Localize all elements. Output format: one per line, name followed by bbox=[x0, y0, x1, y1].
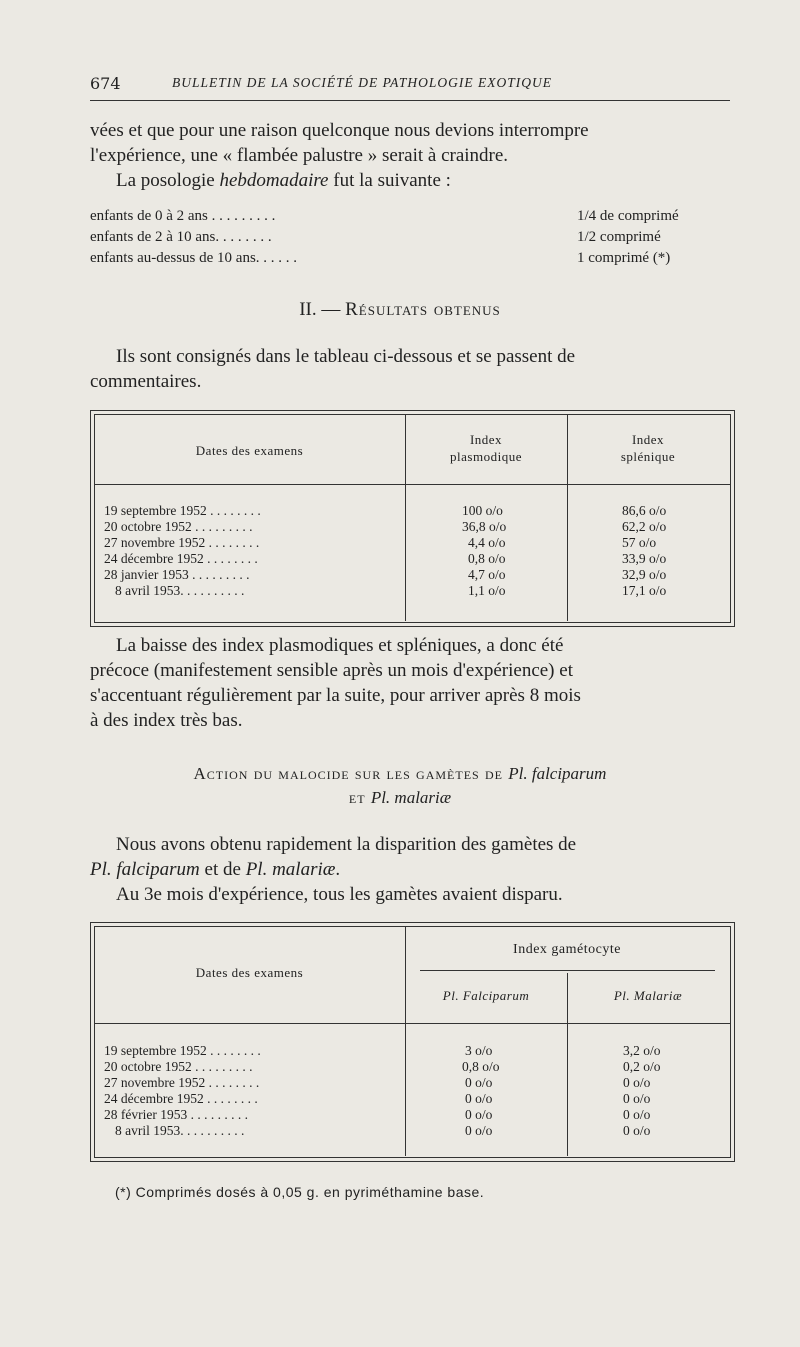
table-cell-splenic: 86,6 o/o bbox=[622, 503, 667, 518]
table-cell-splenic: 33,9 o/o bbox=[622, 551, 667, 566]
header-splenic-1: Index bbox=[631, 432, 665, 447]
intro-line: vées et que pour une raison quelconque nous devions interrompre bbox=[90, 120, 589, 141]
dosage-row bbox=[90, 250, 740, 271]
gametes-text: et de bbox=[199, 859, 246, 880]
table-cell-date: 28 février 1953 . . . . . . . . . bbox=[104, 1107, 248, 1122]
header-splenic-2: splénique bbox=[620, 449, 676, 464]
table-cell-date: 20 octobre 1952 . . . . . . . . . bbox=[104, 1059, 253, 1074]
species-name: Pl. malariæ bbox=[245, 859, 336, 880]
table-cell-falciparum: 3 o/o bbox=[465, 1043, 493, 1058]
header-dates: Dates des examens bbox=[195, 965, 304, 980]
table-cell-date: 8 avril 1953. . . . . . . . . . bbox=[115, 583, 245, 598]
header-rule bbox=[90, 100, 730, 101]
table-cell-malariae: 0 o/o bbox=[623, 1075, 651, 1090]
group-header-rule bbox=[420, 970, 715, 971]
table-cell-falciparum: 0,8 o/o bbox=[462, 1059, 500, 1074]
table-cell-date: 19 septembre 1952 . . . . . . . . bbox=[104, 1043, 261, 1058]
dosage-row bbox=[90, 208, 740, 229]
posology-italic: hebdomadaire bbox=[219, 170, 329, 191]
header-malariae: Pl. Malariæ bbox=[613, 988, 683, 1003]
action-heading-line1 bbox=[0, 764, 800, 784]
table-cell-plasmo: 4,4 o/o bbox=[468, 535, 506, 550]
table-cell-malariae: 0 o/o bbox=[623, 1107, 651, 1122]
gametes-line: Nous avons obtenu rapidement la disparition des gamètes de bbox=[116, 834, 577, 855]
action-heading-species: Pl. malariæ bbox=[370, 788, 452, 807]
table-cell-falciparum: 0 o/o bbox=[465, 1075, 493, 1090]
header-plasmo-2: plasmodique bbox=[450, 449, 522, 464]
table-cell-date: 24 décembre 1952 . . . . . . . . bbox=[104, 551, 258, 566]
dosage-list bbox=[90, 208, 740, 271]
table-cell-malariae: 3,2 o/o bbox=[623, 1043, 661, 1058]
discussion-line: s'accentuant régulièrement par la suite, pour arriver après 8 mois bbox=[90, 685, 581, 706]
table-cell-date: 20 octobre 1952 . . . . . . . . . bbox=[104, 519, 253, 534]
dosage-row bbox=[90, 229, 740, 250]
results-intro-line: commentaires. bbox=[90, 371, 202, 392]
posology-prefix: La posologie bbox=[116, 170, 220, 191]
column-divider bbox=[405, 926, 406, 1156]
table-cell-date: 24 décembre 1952 . . . . . . . . bbox=[104, 1091, 258, 1106]
page-header bbox=[90, 74, 730, 98]
dosage-value: 1/2 comprimé bbox=[577, 229, 661, 245]
dosage-value: 1/4 de comprimé bbox=[577, 208, 679, 224]
intro-line: l'expérience, une « flambée palustre » serait à craindre. bbox=[90, 145, 509, 166]
posology-line bbox=[90, 168, 730, 193]
footnote: (*) Comprimés dosés à 0,05 g. en pyriméthamine base. bbox=[115, 1184, 485, 1200]
running-head: BULLETIN DE LA SOCIÉTÉ DE PATHOLOGIE EXOTIQUE bbox=[172, 75, 553, 90]
table-cell-splenic: 62,2 o/o bbox=[622, 519, 667, 534]
discussion-line: à des index très bas. bbox=[90, 710, 243, 731]
table-cell-date: 28 janvier 1953 . . . . . . . . . bbox=[104, 567, 250, 582]
header-falciparum: Pl. Falciparum bbox=[442, 988, 530, 1003]
table-cell-plasmo: 4,7 o/o bbox=[468, 567, 506, 582]
table-cell-plasmo: 0,8 o/o bbox=[468, 551, 506, 566]
table-cell-plasmo: 36,8 o/o bbox=[462, 519, 507, 534]
action-heading-species: Pl. falciparum bbox=[508, 764, 607, 783]
table-cell-date: 8 avril 1953. . . . . . . . . . bbox=[115, 1123, 245, 1138]
dosage-value: 1 comprimé (*) bbox=[577, 250, 671, 266]
table-cell-malariae: 0,2 o/o bbox=[623, 1059, 661, 1074]
table-cell-date: 19 septembre 1952 . . . . . . . . bbox=[104, 503, 261, 518]
page-number: 674 bbox=[90, 74, 121, 93]
results-intro-line: Ils sont consignés dans le tableau ci-dessous et se passent de bbox=[116, 346, 576, 367]
gametes-text: . bbox=[335, 859, 341, 880]
action-heading-text: Action du malocide sur les gamètes de bbox=[193, 764, 509, 783]
table-cell-falciparum: 0 o/o bbox=[465, 1123, 493, 1138]
table-cell-falciparum: 0 o/o bbox=[465, 1091, 493, 1106]
table-cell-splenic: 32,9 o/o bbox=[622, 567, 667, 582]
header-gametocyte-group: Index gamétocyte bbox=[513, 942, 621, 957]
table-cell-malariae: 0 o/o bbox=[623, 1123, 651, 1138]
table-cell-date: 27 novembre 1952 . . . . . . . . bbox=[104, 535, 260, 550]
discussion-line: précoce (manifestement sensible après un mois d'expérience) et bbox=[90, 660, 573, 681]
gametes-line bbox=[90, 857, 730, 882]
table-cell-falciparum: 0 o/o bbox=[465, 1107, 493, 1122]
gametes-paragraph bbox=[90, 832, 730, 907]
header-divider bbox=[94, 1023, 730, 1024]
header-divider bbox=[94, 484, 730, 485]
section-title: Résultats obtenus bbox=[345, 299, 501, 320]
gametes-line: Au 3e mois d'expérience, tous les gamètes avaient disparu. bbox=[116, 884, 563, 905]
header-plasmo-1: Index bbox=[469, 432, 503, 447]
table-cell-splenic: 57 o/o bbox=[622, 535, 657, 550]
table-cell-malariae: 0 o/o bbox=[623, 1091, 651, 1106]
discussion-line: La baisse des index plasmodiques et spléniques, a donc été bbox=[116, 635, 564, 656]
header-dates: Dates des examens bbox=[195, 443, 304, 458]
dosage-label: enfants de 2 à 10 ans. . . . . . . . bbox=[90, 229, 272, 245]
posology-suffix: fut la suivante : bbox=[328, 170, 451, 191]
section-number: II. — bbox=[299, 299, 346, 320]
action-heading-line2 bbox=[0, 788, 800, 808]
table-cell-plasmo: 100 o/o bbox=[462, 503, 503, 518]
table-cell-plasmo: 1,1 o/o bbox=[468, 583, 506, 598]
results-intro-paragraph bbox=[90, 344, 730, 394]
table-cell-splenic: 17,1 o/o bbox=[622, 583, 667, 598]
section-heading bbox=[0, 299, 800, 321]
table-cell-date: 27 novembre 1952 . . . . . . . . bbox=[104, 1075, 260, 1090]
intro-paragraph bbox=[90, 118, 730, 193]
dosage-label: enfants au-dessus de 10 ans. . . . . . bbox=[90, 250, 298, 266]
dosage-label: enfants de 0 à 2 ans . . . . . . . . . bbox=[90, 208, 276, 224]
species-name: Pl. falciparum bbox=[90, 859, 200, 880]
action-heading-text: et bbox=[348, 788, 371, 807]
discussion-paragraph bbox=[90, 633, 730, 733]
